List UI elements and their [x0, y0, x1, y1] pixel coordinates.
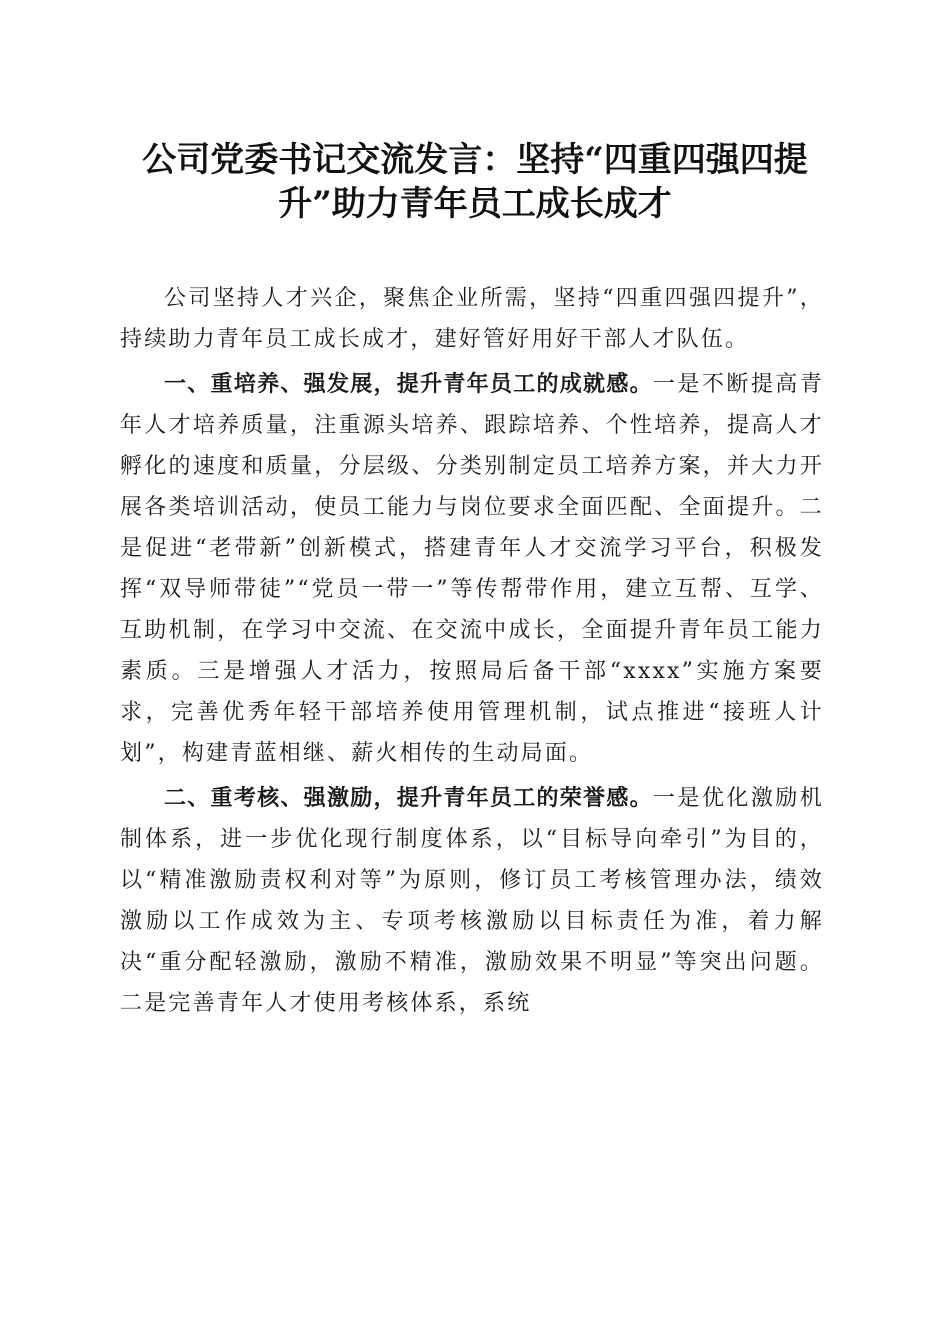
document-body — [120, 278, 824, 1028]
section-heading-2: 二、重考核、强激励，提升青年员工的荣誉感。 — [164, 786, 653, 811]
section-paragraph-1 — [120, 364, 824, 774]
section-text-1: 一是不断提高青年人才培养质量，注重源头培养、跟踪培养、个性培养，提高人才孵化的速度和质量，分层级、分类别制定员工培养方案，并大力开展各类培训活动，使员工能力与岗位要求全面匹配、全面提升。二是促进“老带新”创新模式，搭建青年人才交流学习平台，积极发挥“双导师带徒”“党员一带一”等传帮带作用，建立互帮、互学、互助机制，在学习中交流、在交流中成长，全面提升青年员工能力素质。三是增强人才活力，按照局后备干部“xxxx”实施方案要求，完善优秀年轻干部培养使用管理机制，试点推进“接班人计划”，构建青蓝相继、薪火相传的生动局面。 — [120, 372, 824, 766]
intro-paragraph: 公司坚持人才兴企，聚焦企业所需，坚持“四重四强四提升”，持续助力青年员工成长成才，建好管好用好干部人才队伍。 — [120, 286, 824, 352]
section-heading-1: 一、重培养、强发展，提升青年员工的成就感。 — [164, 372, 653, 397]
section-text-2: 一是优化激励机制体系，进一步优化现行制度体系，以“目标导向牵引”为目的，以“精准激励责权利对等”为原则，修订员工考核管理办法，绩效激励以工作成效为主、专项考核激励以目标责任为准，着力解决“重分配轻激励，激励不精准，激励效果不明显”等突出问题。二是完善青年人才使用考核体系，系统 — [120, 786, 824, 1016]
section-paragraph-2 — [120, 778, 824, 1024]
title-line-2: 升”助力青年员工成长成才 — [278, 184, 672, 224]
title-line-1: 公司党委书记交流发言：坚持“四重四强四提 — [142, 140, 808, 180]
document-title — [100, 138, 850, 226]
